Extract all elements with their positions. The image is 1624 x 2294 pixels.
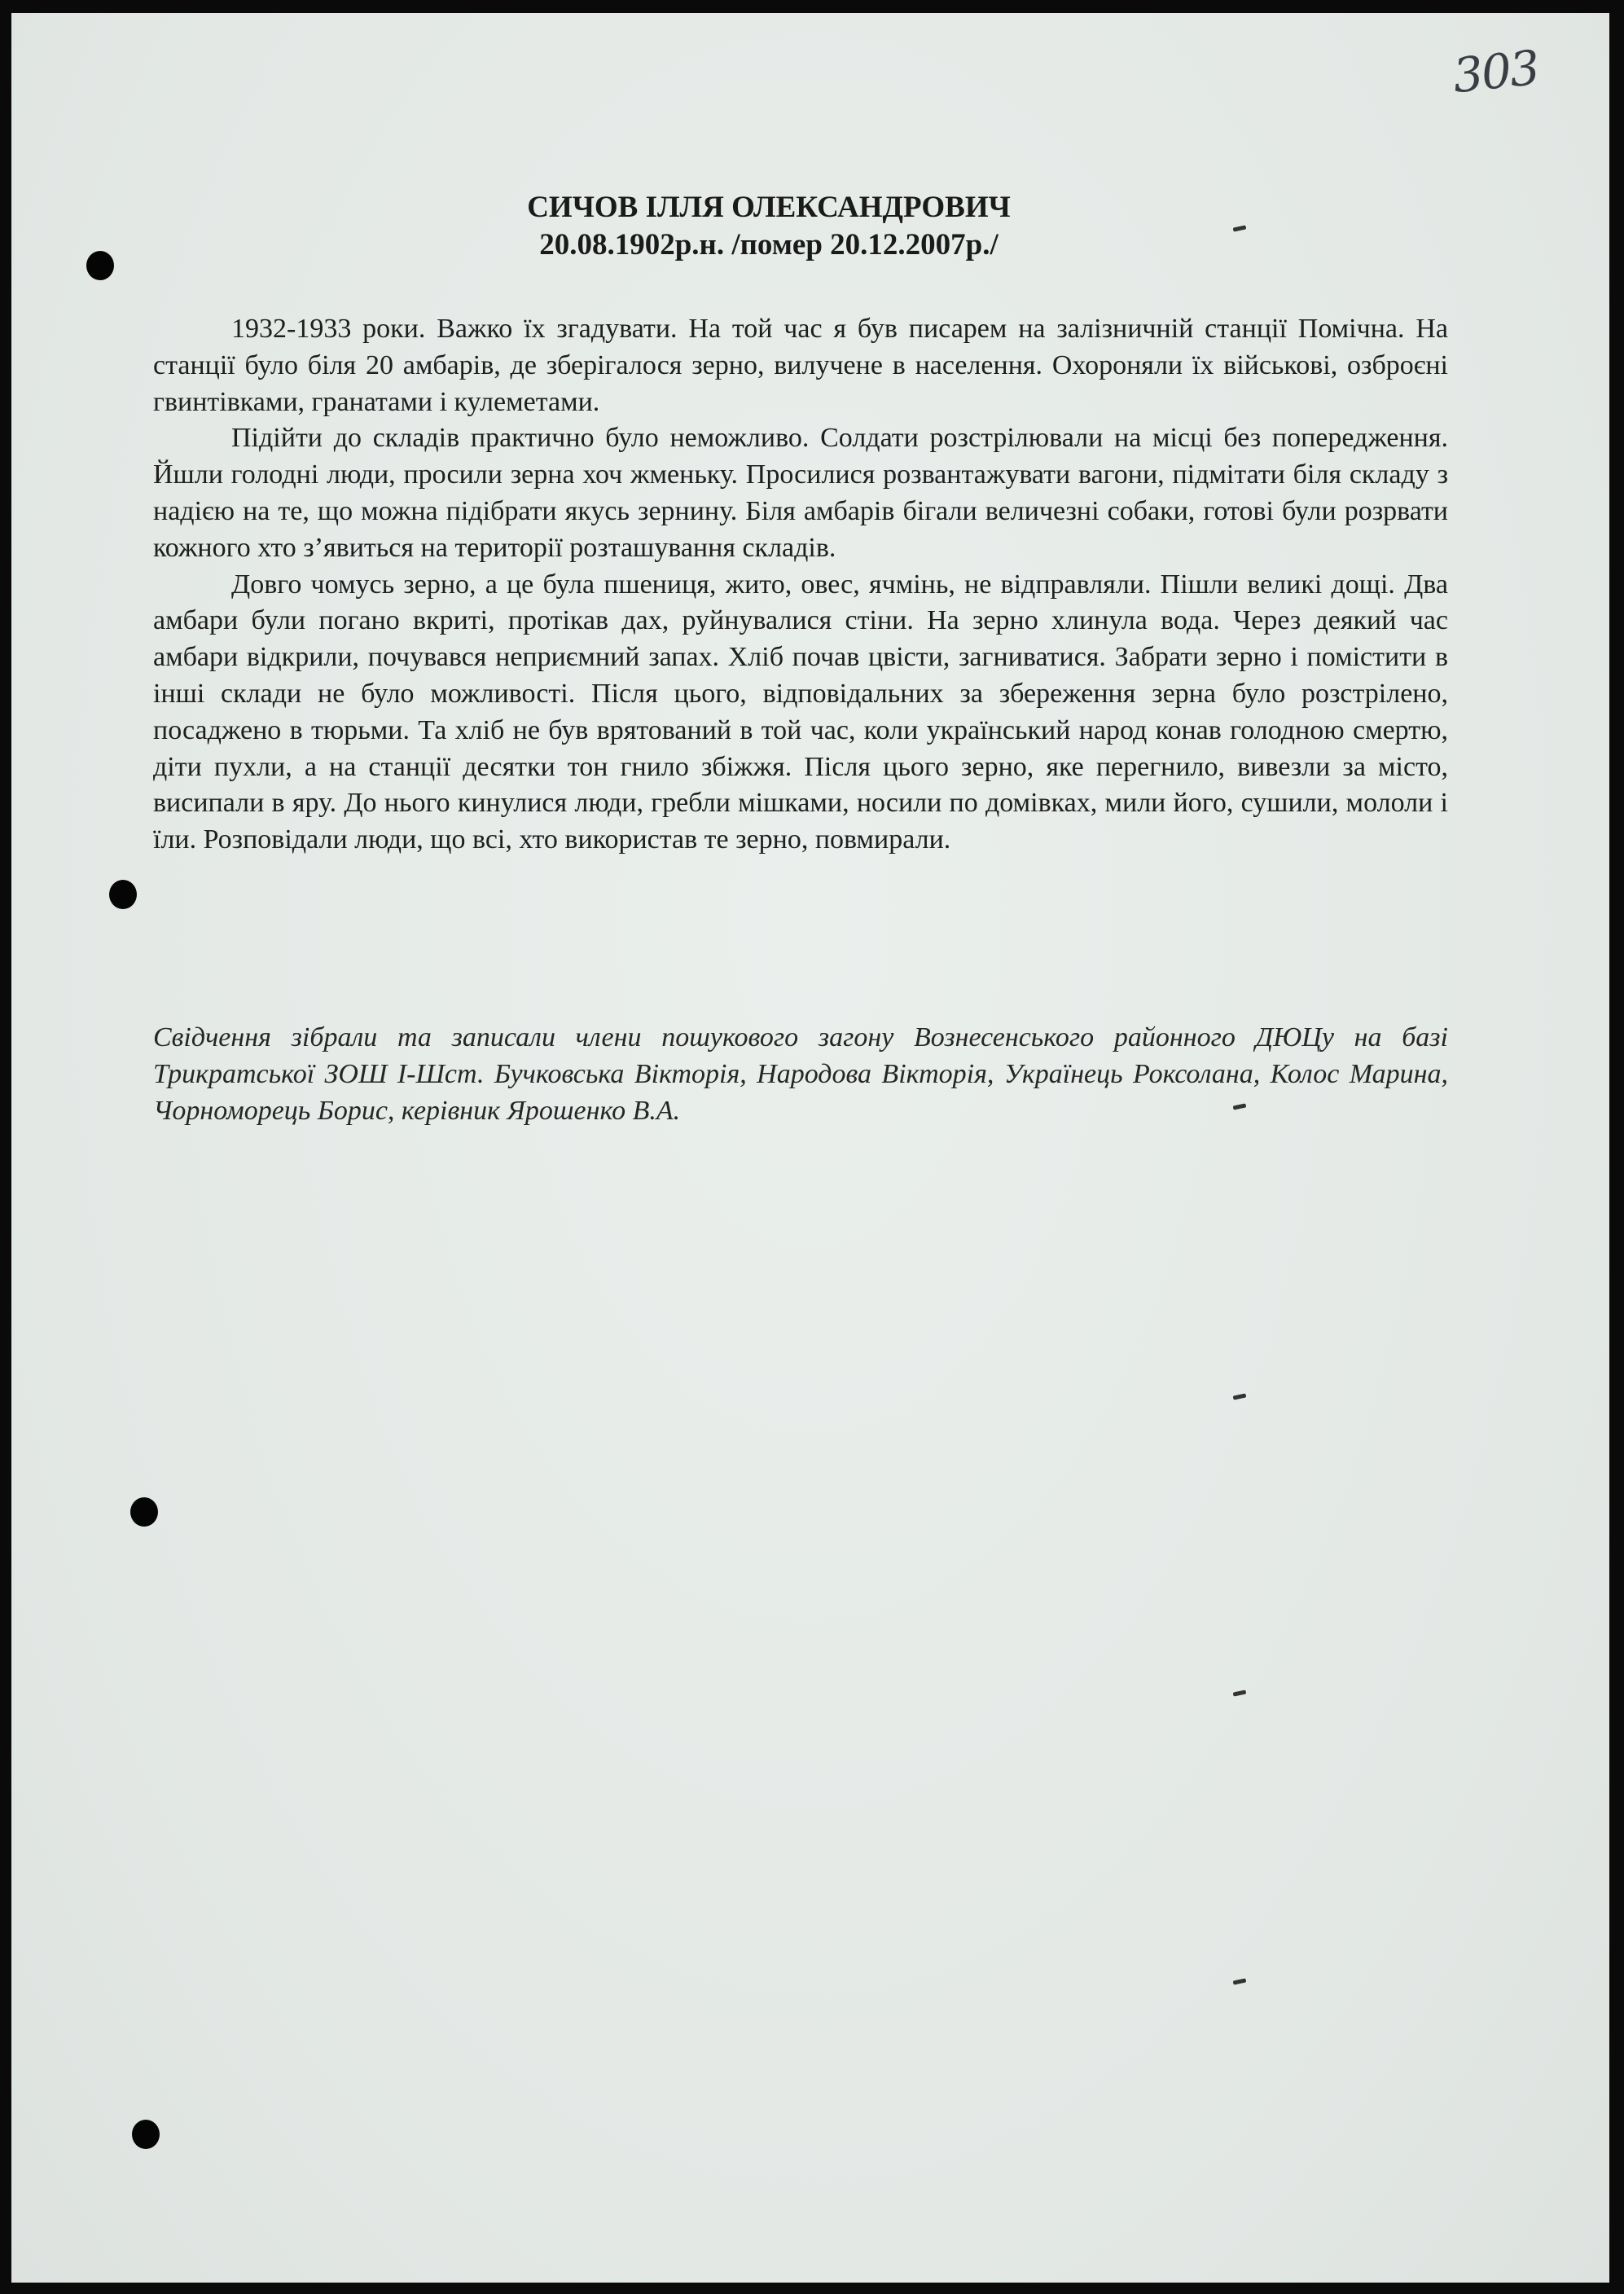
paragraph-1: 1932-1933 роки. Важко їх згадувати. На той час я був писарем на залізничній станції Помічна. На станції було біля 20 амбарів, де зберігалося зерно, вилучене в населення. Охороняли їх військові, озброєні гвинтівками, гранатами і кулеметами. (153, 314, 1448, 417)
ink-mark (1233, 1978, 1247, 1984)
testimony-text (153, 311, 1448, 859)
punch-hole (109, 880, 137, 909)
paragraph-2: Підійти до складів практично було неможливо. Солдати розстрілювали на місці без попередження. Йшли голодні люди, просили зерна хоч жменьку. Просилися розвантажувати вагони, підмітати біля складу з надією на те, що можна підібрати якусь зернину. Біля амбарів бігали величезні собаки, готові були розрвати кожного хто з’явиться на території розташування складів. (153, 423, 1448, 563)
document-title (11, 189, 1526, 264)
paragraph-3: Довго чомусь зерно, а це була пшениця, жито, овес, ячмінь, не відправляли. Пішли великі дощі. Два амбари були погано вкриті, протікав дах, руйнувалися стіни. На зерно хлинула вода. Через деякий час амбари відкрили, почувався неприємний запах. Хліб почав цвісти, загниватися. Забрати зерно і помістити в інші склади не було можливості. Після цього, відповідальних за збереження зерна було розстрілено, посаджено в тюрьми. Та хліб не був врятований в той час, коли український народ конав голодною смертю, діти пухли, а на станції десятки тон гнило збіжжя. Після цього зерно, яке перегнило, вивезли за місто, висипали в яру. До нього кинулися люди, гребли мішками, носили по домівках, мили його, сушили, мололи і їли. Розповідали люди, що всі, хто використав те зерно, повмирали. (153, 569, 1448, 855)
life-dates: 20.08.1902р.н. /помер 20.12.2007р./ (539, 228, 999, 261)
ink-mark (1233, 1393, 1247, 1400)
handwritten-page-number: 303 (1450, 39, 1541, 104)
collectors-note: Свідчення зібрали та записали члени пошукового загону Вознесенського районного ДЮЦу на базі Трикратської ЗОШ І-Шст. Бучковська Вікторія, Народова Вікторія, Українець Роксолана, Колос Марина, Чорноморець Борис, керівник Ярошенко В.А. (153, 1022, 1448, 1126)
punch-hole (86, 251, 114, 280)
document-page (11, 13, 1609, 2283)
ink-mark (1233, 1690, 1247, 1696)
punch-hole (132, 2120, 160, 2149)
person-name: СИЧОВ ІЛЛЯ ОЛЕКСАНДРОВИЧ (527, 191, 1011, 224)
punch-hole (130, 1497, 158, 1527)
